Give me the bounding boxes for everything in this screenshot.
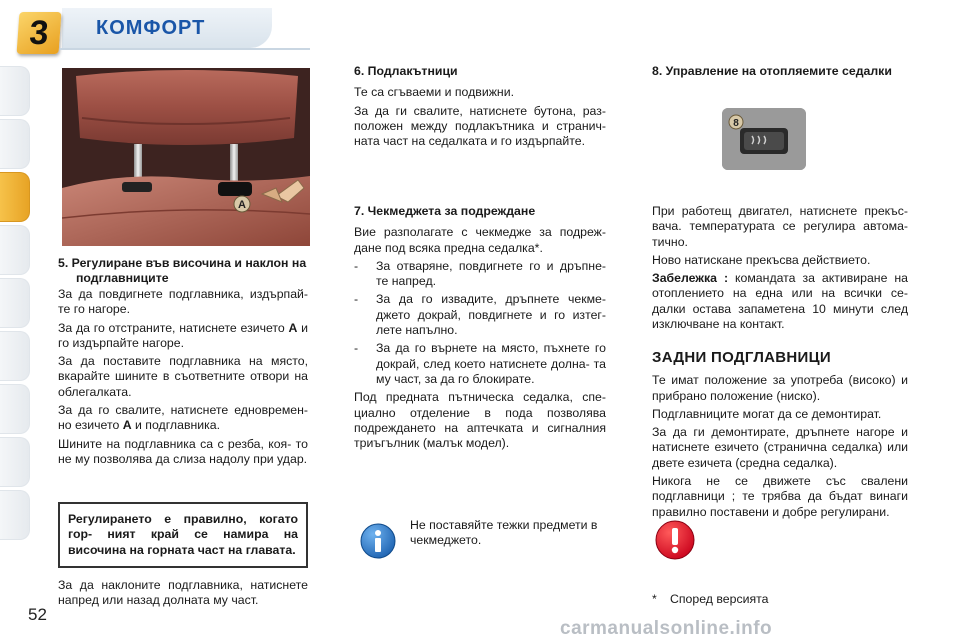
- section-5-p4: За да го свалите, натиснете едновремен- но езичето A и подглавника.: [58, 403, 308, 433]
- section-7-end: Под предната пътническа седалка, спе- циално отделение в пода позволява подреждането на аптечката и сигналния триъгълник (малък модел).: [354, 390, 606, 451]
- photo-callout-a: A: [238, 199, 246, 211]
- footnote-text: Според версията: [670, 592, 769, 606]
- rear-p1: Те имат положение за употреба (високо) и прибрано положение (ниско).: [652, 373, 908, 403]
- section-6-heading: 6. Подлакътници: [354, 64, 458, 78]
- heated-seat-switch-image: [722, 108, 806, 170]
- switch-callout-number: 8: [733, 118, 739, 129]
- tab-a-label-2: A: [122, 418, 132, 433]
- side-tab-7[interactable]: [0, 384, 30, 434]
- info-note: Не поставяйте тежки предмети в чекмеджето.: [410, 518, 598, 548]
- page-number: 52: [28, 605, 47, 624]
- footnote: [652, 592, 768, 606]
- rear-p4: Никога не се движете със свалени подглавници ; те трябва да бъдат винаги правилно поставени и добре регулирани.: [652, 474, 908, 519]
- info-icon: [360, 523, 396, 559]
- section-6: [354, 64, 606, 152]
- note-label: Забележка :: [652, 271, 729, 286]
- section-6-p2: За да ги свалите, натиснете бутона, раз- положен между подлакътника и странич- ната част на седалката и го издърпайте.: [354, 103, 606, 149]
- section-8-heading: 8. Управление на отопляемите седалки: [652, 64, 892, 78]
- side-tab-6[interactable]: [0, 331, 30, 381]
- section-5-p5: Шините на подглавника са с резба, коя- то не му позволява да слиза надолу при удар.: [58, 436, 308, 466]
- tilt-text: За да наклоните подглавника, натиснете напред или назад долната му част.: [58, 578, 308, 608]
- section-8-body: [652, 204, 908, 335]
- footnote-star: *: [652, 592, 657, 606]
- section-8-p1: При работещ двигател, натиснете прекъс- вача. температурата се регулира автома- тично.: [652, 204, 908, 249]
- list-item: - За да го извадите, дръпнете чекме- джето докрай, повдигнете и го изтег- лете напълно.: [354, 292, 606, 338]
- chapter-side-tabs: [0, 66, 32, 543]
- section-5-p1: За да повдигнете подглавника, издърпай- те го нагоре.: [58, 287, 308, 317]
- section-5-body: [58, 287, 308, 470]
- tilt-text-block: [58, 578, 308, 612]
- section-7-intro: Вие разполагате с чекмедже за подреж- дане под всяка предна седалка*.: [354, 225, 606, 255]
- headrest-illustration: [62, 68, 310, 246]
- chapter-badge: [17, 12, 62, 54]
- list-item: - За отваряне, повдигнете го и дръпне- те напред.: [354, 258, 606, 289]
- section-7-heading: 7. Чекмеджета за подреждане: [354, 204, 536, 218]
- section-7: [354, 204, 606, 454]
- info-note-block: [410, 518, 606, 552]
- side-tab-4[interactable]: [0, 225, 30, 275]
- chapter-number: 3: [28, 13, 50, 52]
- section-6-p1: Те са сгъваеми и подвижни.: [354, 85, 515, 100]
- side-tab-3-active[interactable]: [0, 172, 30, 222]
- rear-p2: Подглавниците могат да се демонтират.: [652, 406, 882, 421]
- side-tab-1[interactable]: [0, 66, 30, 116]
- tab-a-label: A: [288, 320, 298, 335]
- side-tab-8[interactable]: [0, 437, 30, 487]
- section-5-p2: За да го отстраните, натиснете езичето A и го издърпайте нагоре.: [58, 320, 308, 350]
- rear-p3: За да ги демонтирате, дръпнете нагоре и натиснете езичето (странична седалка) или двете езичета (средна седалка).: [652, 425, 908, 470]
- section-8-p2: Ново натискане прекъсва действието.: [652, 252, 871, 267]
- warning-icon: [655, 520, 695, 560]
- section-8: [652, 64, 908, 85]
- adjustment-note-box: Регулирането е правилно, когато гор- ният край се намира на височина на горната част на главата.: [58, 502, 308, 568]
- section-5-heading: 5. Регулиране във височина и наклон на подглавниците: [58, 256, 307, 286]
- page-title: КОМФОРТ: [96, 17, 206, 39]
- section-5-p3: За да поставите подглавника на място, вкарайте шините в съответните отвори на облегалката.: [58, 354, 308, 399]
- side-tab-9[interactable]: [0, 490, 30, 540]
- list-item: - За да го върнете на място, пъхнете го докрай, след което натиснете долна- та му част, за да го блокирате.: [354, 341, 606, 386]
- heated-seat-switch-icon: [722, 108, 806, 170]
- rear-headrests-heading: ЗАДНИ ПОДГЛАВНИЦИ: [652, 349, 831, 366]
- side-tab-2[interactable]: [0, 119, 30, 169]
- side-tab-5[interactable]: [0, 278, 30, 328]
- headrest-photo: [62, 68, 310, 246]
- section-8-p3: Забележка : командата за активиране на отоплението на една или на всички се- далки остава запаметена 10 минути след изключване на контакт.: [652, 271, 909, 332]
- watermark: carmanualsonline.info: [560, 618, 773, 639]
- rear-headrests: [652, 350, 908, 523]
- header-divider: [60, 48, 310, 50]
